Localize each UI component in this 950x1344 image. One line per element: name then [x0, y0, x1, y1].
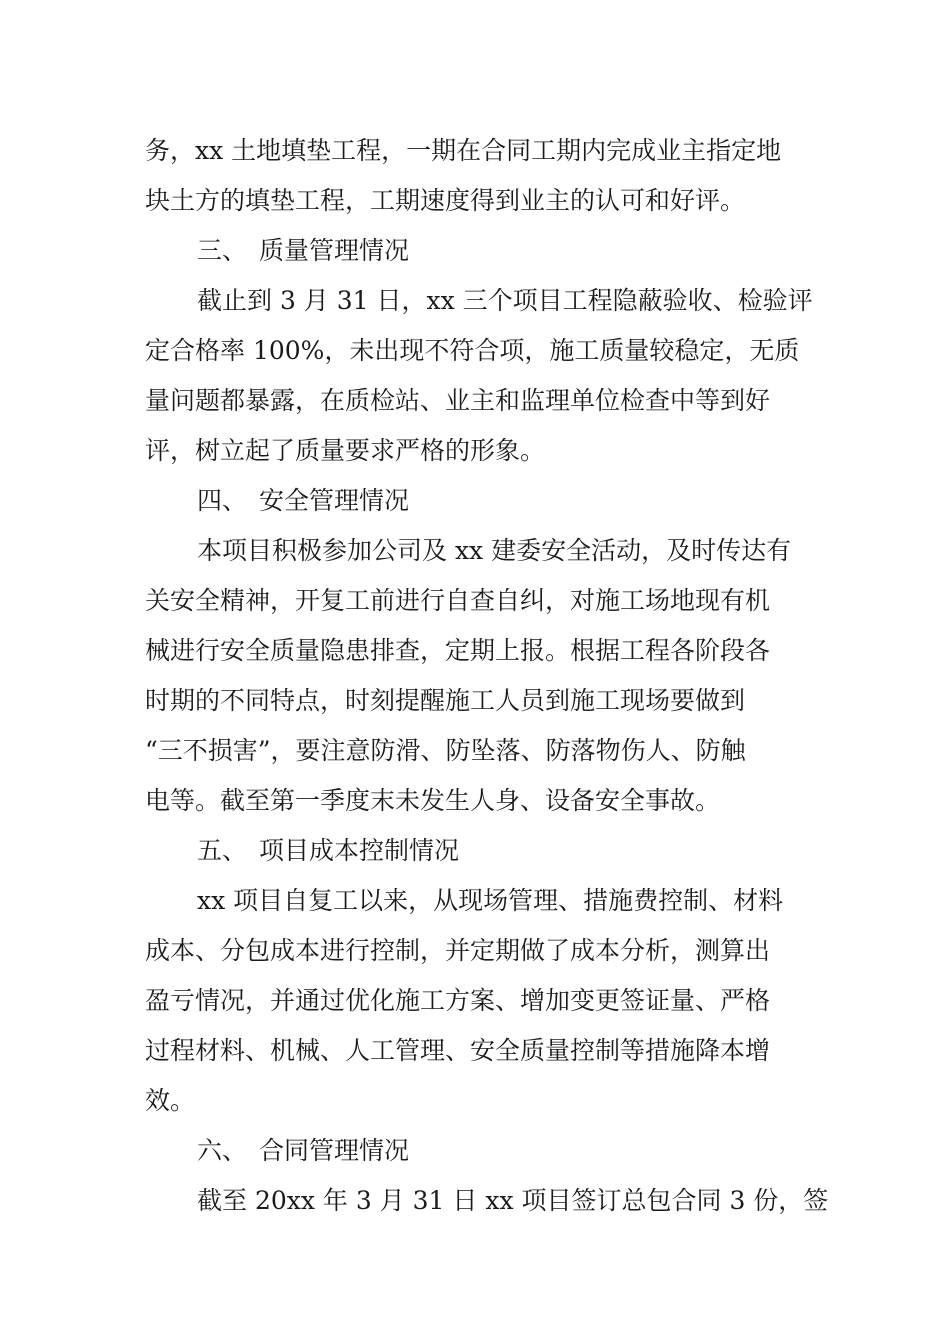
text-line: 成本、分包成本进行控制，并定期做了成本分析，测算出	[145, 936, 771, 965]
text-line: 过程材料、机械、人工管理、安全质量控制等措施降本增	[145, 1036, 771, 1065]
paragraph-line	[0, 981, 950, 1021]
paragraph-line	[0, 781, 950, 821]
heading-title: 安全管理情况	[259, 486, 410, 515]
heading-number: 三、	[197, 236, 248, 265]
text-line: 块土方的填垫工程，工期速度得到业主的认可和好评。	[145, 186, 746, 215]
section-heading-safety	[0, 481, 950, 521]
paragraph-line	[0, 1031, 950, 1071]
section-heading-cost	[0, 831, 950, 871]
text-line: 评，树立起了质量要求严格的形象。	[145, 436, 546, 465]
paragraph-line	[0, 131, 950, 171]
text-line: 截至 20xx 年 3 月 31 日 xx 项目签订总包合同 3 份，签	[197, 1186, 829, 1215]
paragraph-line	[0, 881, 950, 921]
heading-number: 四、	[197, 486, 248, 515]
text-line: xx 项目自复工以来，从现场管理、措施费控制、材料	[197, 886, 784, 915]
paragraph-line	[0, 581, 950, 621]
text-line: 效。	[145, 1086, 196, 1115]
paragraph-line	[0, 431, 950, 471]
section-heading-quality	[0, 231, 950, 271]
text-line: 械进行安全质量隐患排查，定期上报。根据工程各阶段各	[145, 636, 771, 665]
paragraph-line	[0, 631, 950, 671]
paragraph-line	[0, 731, 950, 771]
paragraph-line	[0, 1081, 950, 1121]
paragraph-line	[0, 181, 950, 221]
heading-number: 六、	[197, 1136, 248, 1165]
text-line: 盈亏情况，并通过优化施工方案、增加变更签证量、严格	[145, 986, 771, 1015]
section-heading-contract	[0, 1131, 950, 1171]
text-line: 关安全精神，开复工前进行自查自纠，对施工场地现有机	[145, 586, 771, 615]
paragraph-line	[0, 331, 950, 371]
text-line: “三不损害”，要注意防滑、防坠落、防落物伤人、防触	[145, 736, 746, 765]
paragraph-line	[0, 281, 950, 321]
heading-title: 合同管理情况	[259, 1136, 410, 1165]
paragraph-line	[0, 681, 950, 721]
text-line: 务，xx 土地填垫工程，一期在合同工期内完成业主指定地	[145, 136, 782, 165]
text-line: 量问题都暴露，在质检站、业主和监理单位检查中等到好	[145, 386, 771, 415]
text-line: 电等。截至第一季度末未发生人身、设备安全事故。	[145, 786, 721, 815]
heading-title: 质量管理情况	[259, 236, 410, 265]
text-line: 定合格率 100%，未出现不符合项，施工质量较稳定，无质	[145, 336, 800, 365]
heading-title: 项目成本控制情况	[259, 836, 460, 865]
paragraph-line	[0, 381, 950, 421]
paragraph-line	[0, 1181, 950, 1221]
paragraph-line	[0, 931, 950, 971]
text-line: 本项目积极参加公司及 xx 建委安全活动，及时传达有	[197, 536, 792, 565]
paragraph-line	[0, 531, 950, 571]
text-line: 时期的不同特点，时刻提醒施工人员到施工现场要做到	[145, 686, 746, 715]
heading-number: 五、	[197, 836, 248, 865]
text-line: 截止到 3 月 31 日，xx 三个项目工程隐蔽验收、检验评	[197, 286, 813, 315]
